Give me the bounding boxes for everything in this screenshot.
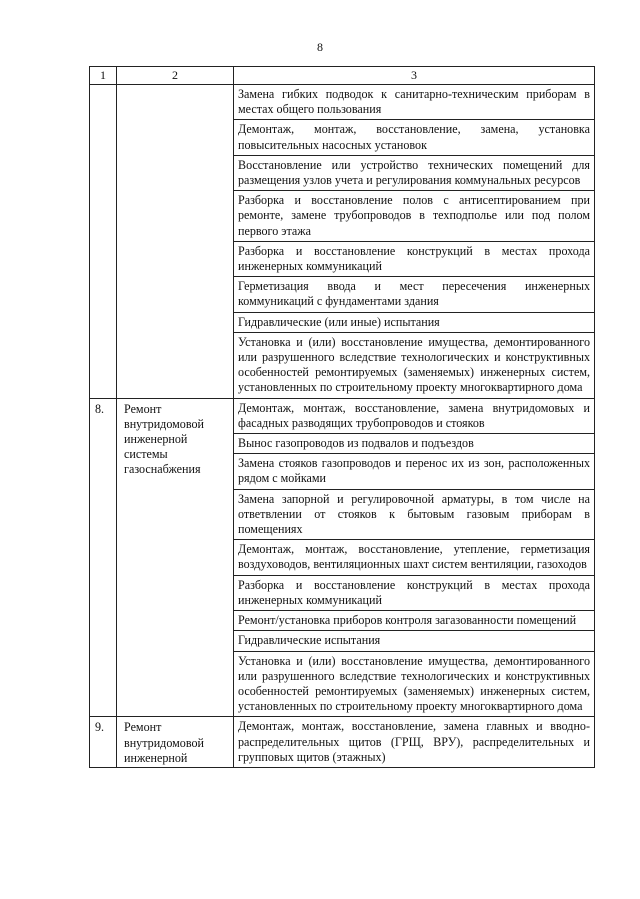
work-item: Разборка и восстановление конструкций в местах прохода инженерных коммуникаций — [234, 576, 594, 611]
work-item: Разборка и восстановление конструкций в местах прохода инженерных коммуникаций — [234, 242, 594, 277]
table-row — [90, 85, 595, 399]
works-cell — [234, 398, 595, 717]
works-cell — [234, 85, 595, 399]
work-item: Замена стояков газопроводов и перенос их из зон, расположенных рядом с мойками — [234, 454, 594, 489]
work-item: Восстановление или устройство технических помещений для размещения узлов учета и регулирования коммунальных ресурсов — [234, 156, 594, 191]
table-header-row — [90, 67, 595, 85]
table-row — [90, 398, 595, 717]
work-item: Демонтаж, монтаж, восстановление, замена, установка повысительных насосных установок — [234, 120, 594, 155]
row-number: 9. — [90, 717, 117, 768]
row-number — [90, 85, 117, 399]
works-cell — [234, 717, 595, 768]
system-name — [117, 85, 234, 399]
system-name: Ремонт внутридомовой инженерной — [117, 717, 234, 768]
work-item: Демонтаж, монтаж, восстановление, замена внутридомовых и фасадных разводящих трубопроводов и стояков — [234, 399, 594, 434]
work-item: Гидравлические (или иные) испытания — [234, 313, 594, 333]
work-item: Замена гибких подводок к санитарно-техническим приборам в местах общего пользования — [234, 85, 594, 120]
page-number: 8 — [317, 40, 323, 54]
work-item: Установка и (или) восстановление имущества, демонтированного или разрушенного вследствие технологических и конструктивных особенностей ремонтируемых (заменяемых) инженерных систем, установленных по строительному проекту многоквартирного дома — [238, 653, 590, 714]
table-row — [90, 717, 595, 768]
row-number: 8. — [90, 398, 117, 717]
work-item: Разборка и восстановление полов с антисептированием при ремонте, замене трубопроводов в техподполье или под полом первого этажа — [234, 191, 594, 242]
header-col-number: 1 — [90, 67, 117, 85]
header-col-works: 3 — [234, 67, 595, 85]
header-col-system: 2 — [117, 67, 234, 85]
work-item: Демонтаж, монтаж, восстановление, замена главных и вводно-распределительных щитов (ГРЩ, ВРУ), распределительных и групповых щитов (этажных) — [238, 719, 590, 764]
work-item: Вынос газопроводов из подвалов и подъездов — [234, 434, 594, 454]
work-item: Ремонт/установка приборов контроля загазованности помещений — [234, 611, 594, 631]
work-item: Установка и (или) восстановление имущества, демонтированного или разрушенного вследствие технологических и конструктивных особенностей ремонтируемых (заменяемых) инженерных систем, установленных по строительному проекту многоквартирного дома — [238, 334, 590, 395]
work-item: Замена запорной и регулировочной арматуры, в том числе на ответвлении от стояков к бытовым газовым приборам в помещениях — [234, 490, 594, 541]
system-name: Ремонт внутридомовой инженерной системы газоснабжения — [117, 398, 234, 717]
works-table — [89, 66, 595, 768]
work-item: Гидравлические испытания — [234, 631, 594, 651]
work-item: Герметизация ввода и мест пересечения инженерных коммуникаций с фундаментами здания — [234, 277, 594, 312]
work-item: Демонтаж, монтаж, восстановление, утепление, герметизация воздуховодов, вентиляционных шахт систем вентиляции, газоходов — [234, 540, 594, 575]
